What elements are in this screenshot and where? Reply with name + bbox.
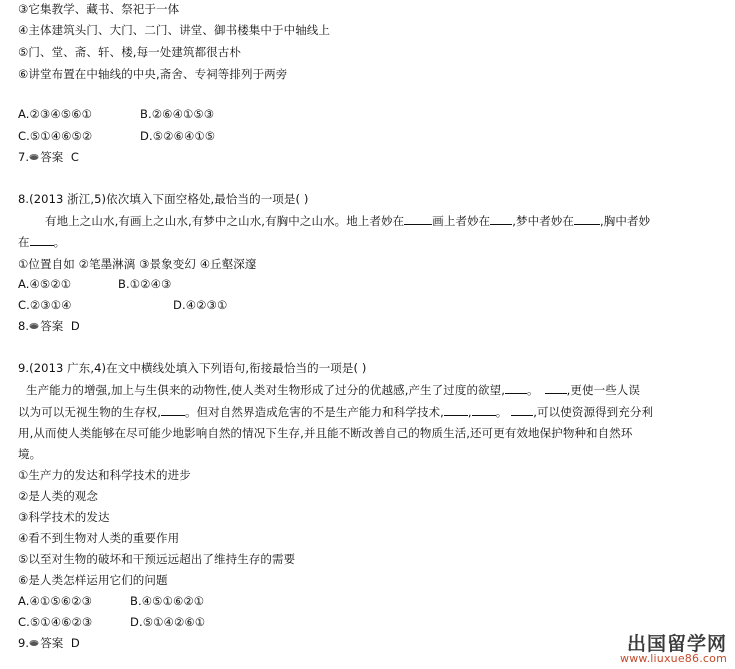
answer-label: 答案: [40, 150, 64, 164]
blank: [505, 382, 527, 394]
blank: [472, 404, 496, 416]
q7-option-c: C.⑤①④⑥⑤②: [18, 129, 93, 143]
q8-options-row-1: [18, 276, 171, 292]
q8-passage-line-2: [18, 234, 65, 250]
q9-option-c: C.⑤①④⑥②③: [18, 615, 93, 629]
q9-option-a: A.④①⑤⑥②③: [18, 594, 92, 608]
blank: [30, 234, 54, 246]
q8-text-a: 有地上之山水,有画上之山水,有梦中之山水,有胸中之山水。地上者妙在: [45, 214, 405, 228]
q9-stem: 9.(2013 广东,4)在文中横线处填入下列语句,衔接最恰当的一项是( ): [18, 361, 367, 375]
q9-item-2: ②是人类的观念: [18, 489, 99, 503]
blank: [545, 382, 567, 394]
q8-text-b: 画上者妙在: [432, 214, 491, 228]
blank: [490, 213, 512, 225]
site-watermark: [609, 629, 727, 665]
q9-options-row-2: [18, 614, 205, 630]
q9-passage-line-1: [26, 382, 640, 398]
q9-text-b: 。: [527, 383, 539, 397]
q9-item-4: ④看不到生物对人类的重要作用: [18, 531, 180, 545]
q7-options-row-2: [18, 128, 215, 144]
q7-item-5: ⑤门、堂、斋、轩、楼,每一处建筑都很古朴: [18, 45, 241, 59]
q9-item-3: ③科学技术的发达: [18, 510, 110, 524]
pen-icon: [29, 322, 39, 330]
answer-value: C: [70, 150, 80, 164]
q8-stem: 8.(2013 浙江,5)依次填入下面空格处,最恰当的一项是( ): [18, 192, 309, 206]
answer-label: 答案: [40, 319, 64, 333]
answer-number: 9.: [18, 636, 30, 650]
q9-passage-line-4: 境。: [18, 447, 42, 461]
q7-item-3: ③它集教学、藏书、祭祀于一体: [18, 2, 180, 16]
q9-text-d: 以为可以无视生物的生存权,: [18, 405, 161, 419]
q9-text-f: ,: [467, 405, 472, 419]
blank: [161, 404, 185, 416]
q8-passage-line-1: [45, 213, 650, 229]
answer-number: 7.: [18, 150, 30, 164]
pen-icon: [29, 639, 39, 647]
q8-option-c: C.②③①④: [18, 298, 72, 312]
blank: [511, 404, 533, 416]
q7-options-row-1: [18, 106, 214, 122]
q7-option-b: B.②⑥④①⑤③: [140, 107, 215, 121]
q8-option-d: D.④②③①: [173, 298, 228, 312]
blank: [444, 404, 468, 416]
q9-text-g: 。: [495, 405, 508, 419]
q9-text-c: ,更使一些人误: [566, 383, 640, 397]
answer-number: 8.: [18, 319, 30, 333]
q7-answer: [18, 149, 79, 165]
q7-item-6: ⑥讲堂布置在中轴线的中央,斋舍、专祠等排列于两旁: [18, 67, 288, 81]
q8-options-row-2: [18, 297, 227, 313]
q9-text-e: 。但对自然界造成危害的不是生产能力和科学技术,: [184, 405, 444, 419]
q9-item-6: ⑥是人类怎样运用它们的问题: [18, 573, 168, 587]
blank: [574, 213, 600, 225]
answer-value: D: [70, 636, 80, 650]
answer-label: 答案: [40, 636, 64, 650]
q8-text-f: 。: [53, 235, 66, 249]
q9-passage-line-2: [18, 404, 653, 420]
q8-option-a: A.④⑤②①: [18, 277, 72, 291]
q7-option-a: A.②③④⑤⑥①: [18, 107, 92, 121]
q8-choices: ①位置自如 ②笔墨淋漓 ③景象变幻 ④丘壑深邃: [18, 257, 257, 271]
q9-option-d: D.⑤①④②⑥①: [130, 615, 206, 629]
q9-text-a: 生产能力的增强,加上与生俱来的动物性,使人类对生物形成了过分的优越感,产生了过度的欲望,: [26, 383, 506, 397]
q8-answer: [18, 318, 80, 334]
q7-item-4: ④主体建筑头门、大门、二门、讲堂、御书楼集中于中轴线上: [18, 23, 331, 37]
pen-icon: [29, 153, 39, 161]
watermark-name: 出国留学网: [626, 633, 727, 655]
q8-text-c: ,梦中者妙在: [512, 214, 575, 228]
q9-option-b: B.④⑤①⑥②①: [130, 594, 205, 608]
q7-option-d: D.⑤②⑥④①⑤: [140, 129, 216, 143]
q9-options-row-1: [18, 593, 204, 609]
q9-item-1: ①生产力的发达和科学技术的进步: [18, 468, 191, 482]
q9-item-5: ⑤以至对生物的破坏和干预远远超出了维持生存的需要: [18, 552, 296, 566]
answer-value: D: [70, 319, 80, 333]
q8-text-e: 在: [18, 235, 30, 249]
blank: [404, 213, 432, 225]
q9-answer: [18, 635, 80, 651]
q8-option-b: B.①②④③: [118, 277, 172, 291]
q8-text-d: ,胸中者妙: [600, 214, 651, 228]
q9-text-h: ,可以使资源得到充分利: [533, 405, 654, 419]
q9-passage-line-3: 用,从而使人类能够在尽可能少地影响自然的情况下生存,并且能不断改善自己的物质生活,还可更有效地保护物种和自然环: [18, 426, 633, 440]
watermark-url: www.liuxue86.com: [620, 652, 727, 665]
